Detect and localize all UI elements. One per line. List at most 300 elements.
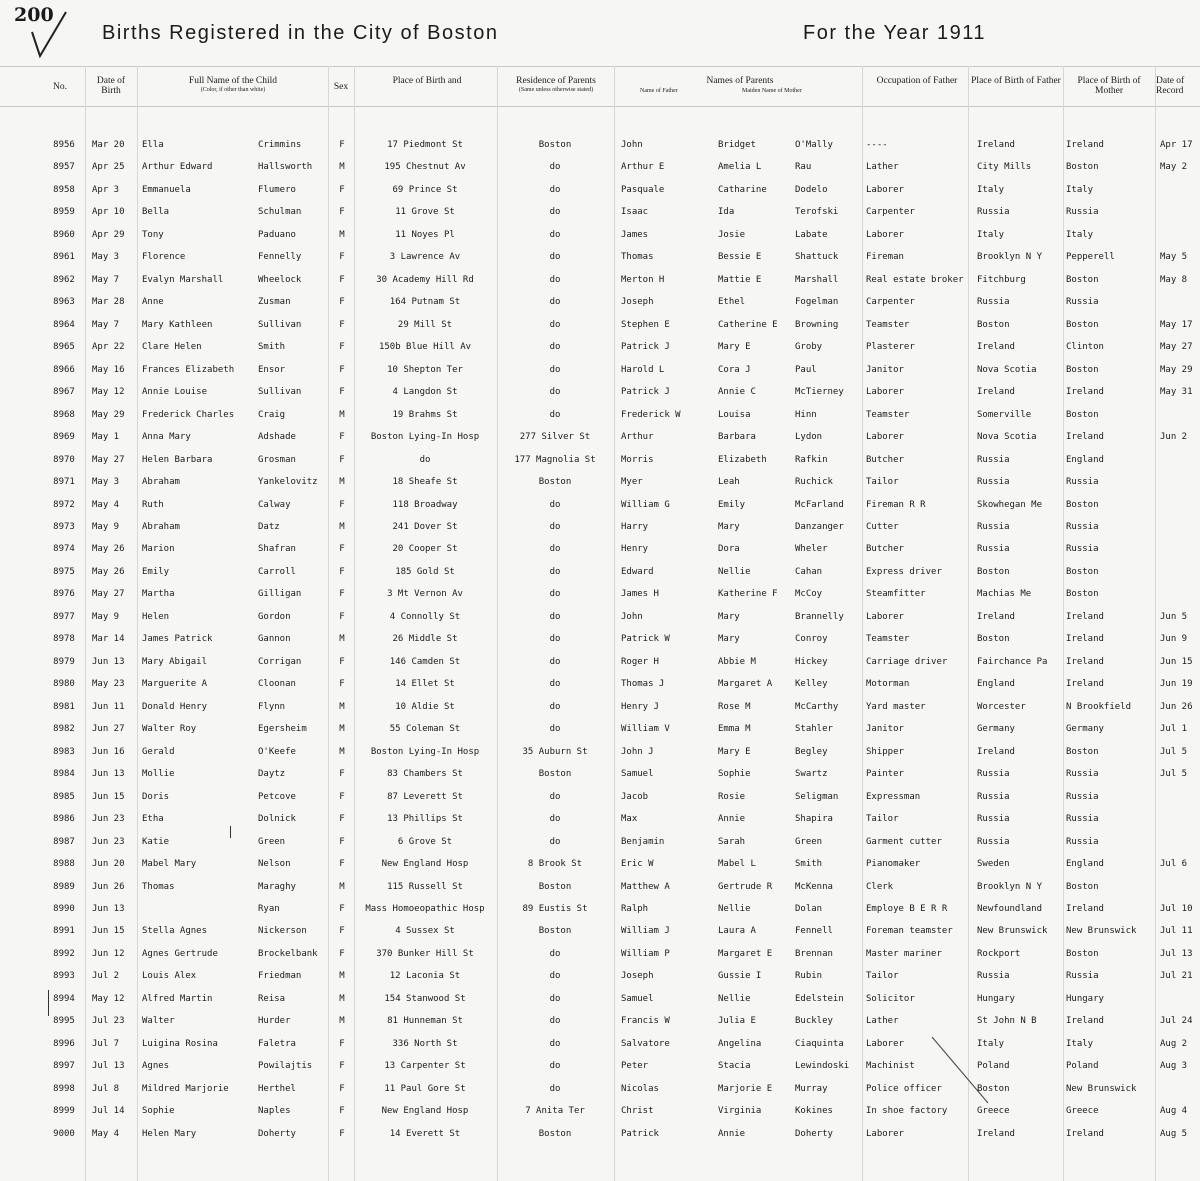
birth-date: May 4 [92, 499, 120, 510]
mother-birthplace: Russia [1066, 544, 1099, 555]
record-date: Jul 10 [1160, 903, 1193, 914]
record-date: Aug 2 [1160, 1038, 1188, 1049]
child-sex: F [339, 297, 345, 308]
parents-residence: do [549, 184, 561, 195]
mother-name: Sarah [718, 836, 746, 847]
father-name: Benjamin [621, 836, 665, 847]
mother-name: Margaret A [718, 679, 773, 690]
child-given-name: Helen Barbara [142, 454, 213, 465]
table-row [0, 1126, 1200, 1144]
child-surname: Dolnick [258, 814, 296, 825]
child-given-name: Mabel Mary [142, 859, 197, 870]
table-row [0, 384, 1200, 402]
father-occupation: Laborer [866, 184, 904, 195]
father-name: Jacob [621, 791, 649, 802]
father-name: Christ [621, 1106, 654, 1117]
child-given-name: Agnes Gertrude [142, 948, 218, 959]
entry-number: 8970 [53, 454, 75, 465]
child-sex: M [339, 701, 345, 712]
father-occupation: Laborer [866, 229, 904, 240]
child-sex: F [339, 903, 345, 914]
father-name: Patrick J [621, 387, 670, 398]
birth-place: 10 Shepton Ter [387, 364, 463, 375]
child-sex: M [339, 634, 345, 645]
birth-date: Jun 23 [92, 814, 125, 825]
mother-birthplace: Hungary [1066, 993, 1104, 1004]
father-name: Roger H [621, 656, 659, 667]
mother-birthplace: Boston [1066, 566, 1099, 577]
father-birthplace: Ireland [977, 611, 1015, 622]
father-birthplace: Nova Scotia [977, 432, 1037, 443]
father-name: Patrick [621, 1128, 659, 1139]
birth-place: Boston Lying-In Hosp [370, 746, 480, 757]
child-given-name: Frances Elizabeth [142, 364, 235, 375]
birth-date: Jun 26 [92, 881, 125, 892]
father-occupation: Foreman teamster [866, 926, 953, 937]
child-given-name: Ella [142, 140, 164, 150]
mother-name: Rosie [718, 791, 746, 802]
father-occupation: Laborer [866, 1128, 904, 1139]
record-date: Jun 2 [1160, 432, 1188, 443]
birth-date: Jun 20 [92, 859, 125, 870]
father-birthplace: Hungary [977, 993, 1015, 1004]
header-father-name: Name of Father [640, 88, 678, 94]
table-row [0, 654, 1200, 672]
entry-number: 8967 [53, 387, 75, 398]
child-given-name: Mollie [142, 769, 175, 780]
parents-residence: do [549, 544, 561, 555]
header-mother-name: Maiden Name of Mother [742, 88, 802, 94]
child-given-name: Helen [142, 611, 170, 622]
table-row [0, 407, 1200, 425]
parents-residence: do [549, 229, 561, 240]
father-name: Myer [621, 477, 643, 488]
child-given-name: Florence [142, 252, 186, 263]
child-given-name: Evalyn Marshall [142, 274, 224, 285]
mother-birthplace: Russia [1066, 791, 1099, 802]
table-row [0, 923, 1200, 941]
child-sex: F [339, 387, 345, 398]
entry-number: 8978 [53, 634, 75, 645]
mother-maiden-name: Ruchick [795, 477, 833, 488]
entry-number: 8986 [53, 814, 75, 825]
child-surname: Nickerson [258, 926, 307, 937]
mother-birthplace: Boston [1066, 274, 1099, 285]
father-name: Pasquale [621, 184, 665, 195]
father-birthplace: Brooklyn N Y [977, 881, 1043, 892]
mother-name: Angelina [718, 1038, 762, 1049]
header-parents: Names of Parents [706, 76, 774, 86]
mother-name: Mabel L [718, 859, 756, 870]
father-birthplace: Italy [977, 1038, 1005, 1049]
child-given-name: Emmanuela [142, 184, 191, 195]
parents-residence: Boston [538, 1128, 572, 1139]
father-name: Max [621, 814, 638, 825]
birth-place: 4 Connolly St [389, 611, 461, 622]
child-surname: Sullivan [258, 319, 302, 330]
parents-residence: do [549, 634, 561, 645]
father-name: Merton H [621, 274, 665, 285]
entry-number: 8977 [53, 611, 75, 622]
child-surname: Carroll [258, 566, 296, 577]
mother-maiden-name: Wheler [795, 544, 828, 555]
child-sex: F [339, 1083, 345, 1094]
birth-place: 12 Laconia St [389, 971, 461, 982]
table-row [0, 901, 1200, 919]
mother-maiden-name: Lewindoski [795, 1061, 850, 1072]
father-name: Frederick W [621, 409, 681, 420]
mother-maiden-name: Kelley [795, 679, 828, 690]
birth-place: 87 Leverett St [387, 791, 463, 802]
mother-name: Louisa [718, 409, 751, 420]
child-given-name: Thomas [142, 881, 175, 892]
table-row [0, 452, 1200, 470]
mother-birthplace: Ireland [1066, 1016, 1104, 1027]
mother-maiden-name: McKenna [795, 881, 833, 892]
child-sex: F [339, 859, 345, 870]
father-birthplace: Somerville [977, 409, 1032, 420]
father-birthplace: Russia [977, 544, 1010, 555]
parents-residence: do [549, 274, 561, 285]
entry-number: 8998 [53, 1083, 75, 1094]
parents-residence: do [549, 836, 561, 847]
child-sex: F [339, 926, 345, 937]
record-date: Apr 17 [1160, 140, 1193, 150]
mother-name: Annie [718, 1128, 746, 1139]
record-date: Aug 5 [1160, 1128, 1188, 1139]
mother-maiden-name: Fogelman [795, 297, 839, 308]
record-date: Jul 1 [1160, 724, 1188, 735]
father-occupation: Cutter [866, 521, 899, 532]
record-date: May 27 [1160, 342, 1193, 353]
table-row [0, 317, 1200, 335]
child-given-name: Annie Louise [142, 387, 208, 398]
pen-mark [230, 826, 231, 838]
mother-name: Virginia [718, 1106, 762, 1117]
father-name: Joseph [621, 971, 654, 982]
father-name: Harry [621, 521, 649, 532]
child-sex: F [339, 274, 345, 285]
birth-date: May 9 [92, 611, 120, 622]
child-surname: Fennelly [258, 252, 302, 263]
entry-number: 8960 [53, 229, 75, 240]
parents-residence: do [549, 387, 561, 398]
table-row [0, 856, 1200, 874]
mother-birthplace: Italy [1066, 184, 1094, 195]
father-occupation: Laborer [866, 1038, 904, 1049]
child-given-name: Marguerite A [142, 679, 208, 690]
table-row [0, 834, 1200, 852]
child-surname: Naples [258, 1106, 291, 1117]
mother-birthplace: Boston [1066, 499, 1099, 510]
father-birthplace: Russia [977, 769, 1010, 780]
child-given-name: Arthur Edward [142, 162, 213, 173]
entry-number: 8992 [53, 948, 75, 959]
entry-number: 8976 [53, 589, 75, 600]
father-name: William J [621, 926, 670, 937]
table-row [0, 474, 1200, 492]
child-sex: F [339, 1061, 345, 1072]
mother-name: Ethel [718, 297, 746, 308]
table-row [0, 182, 1200, 200]
birth-place: 19 Brahms St [392, 409, 458, 420]
mother-birthplace: Boston [1066, 319, 1099, 330]
parents-residence: do [549, 342, 561, 353]
child-surname: Schulman [258, 207, 302, 218]
entry-number: 8995 [53, 1016, 75, 1027]
birth-place: 13 Carpenter St [384, 1061, 466, 1072]
child-surname: Petcove [258, 791, 296, 802]
parents-residence: do [549, 162, 561, 173]
child-sex: F [339, 140, 345, 150]
child-surname: Calway [258, 499, 291, 510]
birth-place: 370 Bunker Hill St [376, 948, 474, 959]
child-sex: M [339, 746, 345, 757]
mother-birthplace: Ireland [1066, 634, 1104, 645]
child-given-name: Sophie [142, 1106, 175, 1117]
birth-place: 11 Grove St [395, 207, 455, 218]
child-given-name: Doris [142, 791, 170, 802]
birth-date: May 9 [92, 521, 120, 532]
parents-residence: do [549, 207, 561, 218]
father-occupation: Real estate broker [866, 274, 964, 285]
father-birthplace: Ireland [977, 342, 1015, 353]
child-given-name: Etha [142, 814, 164, 825]
child-surname: Corrigan [258, 656, 302, 667]
mother-birthplace: Russia [1066, 477, 1099, 488]
header-residence [499, 76, 613, 94]
table-row [0, 586, 1200, 604]
child-surname: Datz [258, 521, 280, 532]
table-row [0, 159, 1200, 177]
father-birthplace: Ireland [977, 746, 1015, 757]
table-row [0, 519, 1200, 537]
child-surname: Flynn [258, 701, 286, 712]
entry-number: 8975 [53, 566, 75, 577]
father-birthplace: Fitchburg [977, 274, 1026, 285]
child-surname: Daytz [258, 769, 286, 780]
birth-date: May 23 [92, 679, 125, 690]
table-row [0, 429, 1200, 447]
parents-residence: do [549, 791, 561, 802]
mother-birthplace: Italy [1066, 229, 1094, 240]
birth-date: Jul 2 [92, 971, 120, 982]
birth-place: 4 Langdon St [392, 387, 458, 398]
mother-name: Margaret E [718, 948, 773, 959]
parents-residence: do [549, 521, 561, 532]
father-name: Stephen E [621, 319, 670, 330]
child-surname: Doherty [258, 1128, 296, 1139]
birth-date: May 1 [92, 432, 120, 443]
child-surname: Yankelovitz [258, 477, 318, 488]
mother-maiden-name: Shattuck [795, 252, 839, 263]
mother-name: Catherine E [718, 319, 778, 330]
entry-number: 8991 [53, 926, 75, 937]
birth-date: Jun 13 [92, 903, 125, 914]
mother-maiden-name: McFarland [795, 499, 844, 510]
table-row [0, 249, 1200, 267]
father-name: Samuel [621, 769, 654, 780]
record-date: Jul 11 [1160, 926, 1193, 937]
child-sex: F [339, 814, 345, 825]
father-name: Morris [621, 454, 654, 465]
parents-residence: 8 Brook St [527, 859, 583, 870]
child-given-name: Bella [142, 207, 170, 218]
table-row [0, 1081, 1200, 1099]
parents-residence: Boston [538, 769, 572, 780]
father-name: William V [621, 724, 670, 735]
record-date: Aug 4 [1160, 1106, 1188, 1117]
parents-residence: do [549, 1016, 561, 1027]
birth-date: Mar 20 [92, 140, 125, 150]
father-name: Arthur E [621, 162, 665, 173]
father-name: Arthur [621, 432, 654, 443]
mother-maiden-name: McTierney [795, 387, 844, 398]
child-surname: Craig [258, 409, 286, 420]
father-birthplace: Nova Scotia [977, 364, 1037, 375]
birth-place: 29 Mill St [397, 319, 453, 330]
mother-maiden-name: Rau [795, 162, 812, 173]
parents-residence: do [549, 589, 561, 600]
child-surname: Sullivan [258, 387, 302, 398]
child-sex: M [339, 521, 345, 532]
father-birthplace: Boston [977, 1083, 1010, 1094]
entry-number: 8994 [53, 993, 75, 1004]
birth-place: 14 Everett St [389, 1128, 461, 1139]
table-row [0, 362, 1200, 380]
record-date: Aug 3 [1160, 1061, 1188, 1072]
birth-place: 11 Paul Gore St [384, 1083, 466, 1094]
checkmark-icon [26, 6, 74, 62]
record-date: Jul 5 [1160, 746, 1188, 757]
child-sex: F [339, 769, 345, 780]
mother-maiden-name: Buckley [795, 1016, 833, 1027]
birth-place: 6 Grove St [397, 836, 453, 847]
mother-name: Catharine [718, 184, 767, 195]
birth-place: 81 Hunneman St [387, 1016, 463, 1027]
mother-name: Abbie M [718, 656, 756, 667]
table-row [0, 676, 1200, 694]
child-sex: F [339, 252, 345, 263]
table-row [0, 699, 1200, 717]
entry-number: 8990 [53, 903, 75, 914]
birth-place: 150b Blue Hill Av [378, 342, 472, 353]
entry-number: 8980 [53, 679, 75, 690]
record-date: Jul 6 [1160, 859, 1188, 870]
mother-name: Bessie E [718, 252, 762, 263]
birth-place: 14 Ellet St [395, 679, 455, 690]
table-row [0, 497, 1200, 515]
mother-maiden-name: O'Mally [795, 140, 833, 150]
father-occupation: Tailor [866, 971, 899, 982]
table-row [0, 294, 1200, 312]
birth-date: Jun 12 [92, 948, 125, 959]
father-occupation: Janitor [866, 364, 904, 375]
table-row [0, 811, 1200, 829]
mother-name: Bridget [718, 140, 756, 150]
father-birthplace: Italy [977, 229, 1005, 240]
birth-place: 195 Chestnut Av [384, 162, 466, 173]
parents-residence: do [549, 1061, 561, 1072]
mother-birthplace: New Brunswick [1066, 1083, 1137, 1094]
mother-maiden-name: Doherty [795, 1128, 833, 1139]
parents-residence: do [549, 701, 561, 712]
table-row [0, 991, 1200, 1009]
mother-birthplace: Russia [1066, 521, 1099, 532]
parents-residence: Boston [538, 140, 572, 150]
birth-place: New England Hosp [381, 1106, 469, 1117]
mother-name: Barbara [718, 432, 756, 443]
mother-birthplace: Boston [1066, 589, 1099, 600]
father-birthplace: Russia [977, 454, 1010, 465]
record-date: Jul 21 [1160, 971, 1193, 982]
child-sex: M [339, 229, 345, 240]
child-sex: F [339, 589, 345, 600]
mother-name: Katherine F [718, 589, 778, 600]
mother-name: Mary E [718, 746, 751, 757]
child-surname: Ryan [258, 903, 280, 914]
pen-stroke [930, 1035, 990, 1105]
register-year: For the Year 1911 [803, 22, 987, 44]
father-name: John J [621, 746, 654, 757]
child-given-name: Clare Helen [142, 342, 202, 353]
father-name: Eric W [621, 859, 654, 870]
table-row [0, 339, 1200, 357]
mother-name: Josie [718, 229, 746, 240]
entry-number: 8973 [53, 521, 75, 532]
birth-date: Jun 15 [92, 791, 125, 802]
mother-name: Nellie [718, 566, 751, 577]
table-row [0, 879, 1200, 897]
table-row [0, 227, 1200, 245]
parents-residence: do [549, 971, 561, 982]
birth-date: Jun 11 [92, 701, 125, 712]
birth-date: Mar 28 [92, 297, 125, 308]
mother-maiden-name: McCarthy [795, 701, 839, 712]
mother-birthplace: Boston [1066, 746, 1099, 757]
mother-name: Mattie E [718, 274, 762, 285]
father-birthplace: Boston [977, 634, 1010, 645]
mother-birthplace: Russia [1066, 297, 1099, 308]
father-birthplace: Sweden [977, 859, 1010, 870]
child-given-name: Abraham [142, 477, 180, 488]
entry-number: 8999 [53, 1106, 75, 1117]
child-given-name: Walter Roy [142, 724, 197, 735]
birth-place: 3 Lawrence Av [389, 252, 461, 263]
mother-maiden-name: McCoy [795, 589, 823, 600]
child-surname: Herthel [258, 1083, 296, 1094]
mother-maiden-name: Paul [795, 364, 817, 375]
father-birthplace: Russia [977, 297, 1010, 308]
entry-number: 8988 [53, 859, 75, 870]
mother-name: Dora [718, 544, 740, 555]
child-given-name: Mildred Marjorie [142, 1083, 229, 1094]
child-given-name: Anne [142, 297, 164, 308]
mother-birthplace: Ireland [1066, 1128, 1104, 1139]
child-sex: F [339, 544, 345, 555]
birth-place: 185 Gold St [395, 566, 455, 577]
father-occupation: Yard master [866, 701, 926, 712]
birth-date: Jul 13 [92, 1061, 125, 1072]
father-name: Henry J [621, 701, 659, 712]
birth-date: Jul 14 [92, 1106, 125, 1117]
entry-number: 8983 [53, 746, 75, 757]
parents-residence: 89 Eustis St [522, 903, 588, 914]
child-given-name: Alfred Martin [142, 993, 213, 1004]
mother-birthplace: Russia [1066, 207, 1099, 218]
child-sex: M [339, 1016, 345, 1027]
child-surname: Adshade [258, 432, 296, 443]
